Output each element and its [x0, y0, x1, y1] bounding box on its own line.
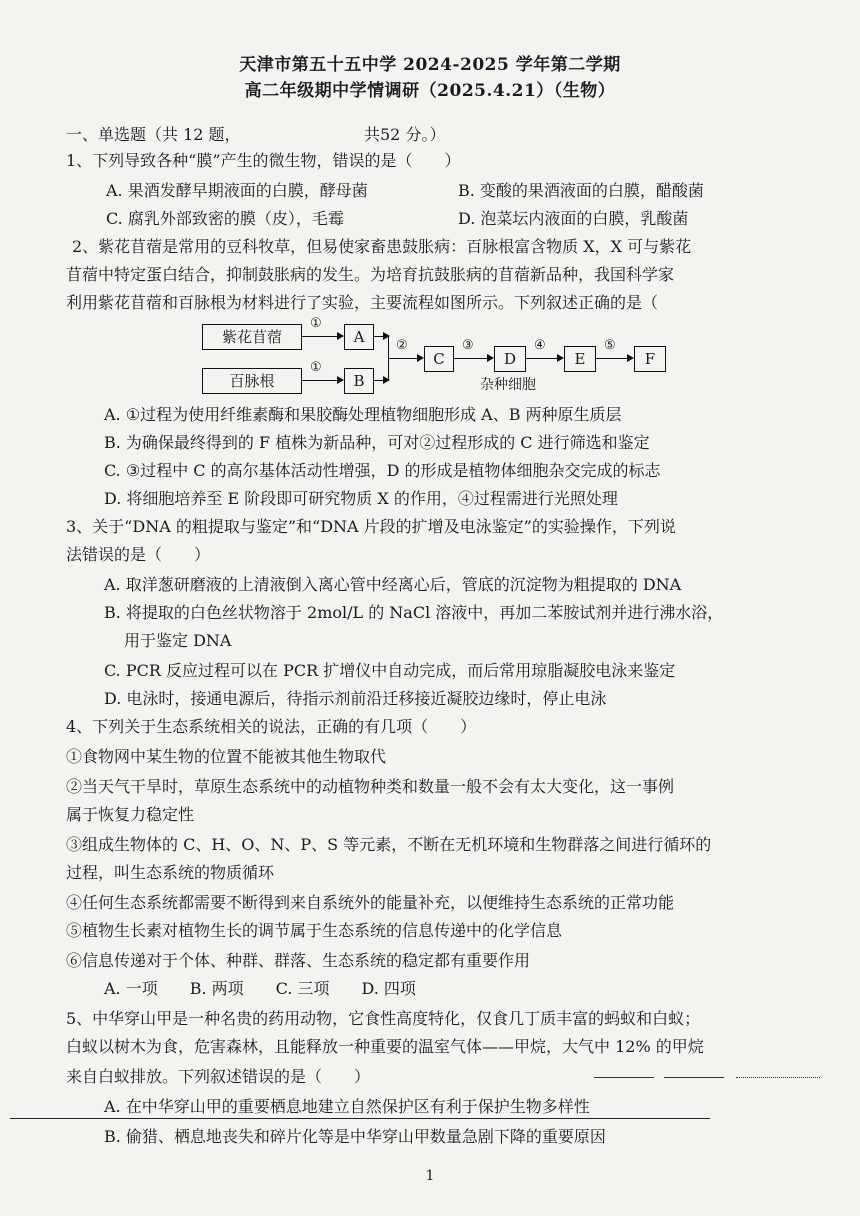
q1-option-a: A. 果酒发酵早期液面的白膜，酵母菌 — [106, 181, 368, 200]
q5-stem-line2: 白蚁以树木为食，危害森林，且能释放一种重要的温室气体——甲烷，大气中 12% 的甲烷 — [66, 1037, 704, 1056]
step1-label-top: ① — [310, 316, 322, 331]
q2-stem-line3: 利用紫花苜蓿和百脉根为材料进行了实验，主要流程如图所示。下列叙述正确的是（ — [66, 293, 659, 312]
box-b: B — [344, 368, 374, 394]
flow-diagram — [196, 318, 696, 400]
arrow-3 — [454, 358, 492, 359]
q3-option-c: C. PCR 反应过程可以在 PCR 扩增仪中自动完成，而后常用琼脂凝胶电泳来鉴定 — [104, 661, 676, 680]
box-d: D — [494, 346, 526, 372]
q3-option-d: D. 电泳时，接通电源后，待指示剂前沿迁移接近凝胶边缘时，停止电泳 — [104, 689, 607, 708]
arrow-2 — [388, 358, 422, 359]
q5-stem-line1: 5、中华穿山甲是一种名贵的药用动物，它食性高度特化，仅食几丁质丰富的蚂蚁和白蚁； — [66, 1009, 701, 1028]
q3-stem-line2: 法错误的是（ ） — [66, 545, 211, 564]
q4-item-3-line1: ③组成生物体的 C、H、O、N、P、S 等元素，不断在无机环境和生物群落之间进行循环的 — [66, 835, 712, 854]
box-e: E — [564, 346, 596, 372]
q3-option-b-line1: B. 将提取的白色丝状物溶于 2mol/L 的 NaCl 溶液中，再加二苯胺试剂并进行沸水浴， — [104, 603, 724, 622]
q4-item-3-line2: 过程，叫生态系统的物质循环 — [66, 863, 275, 882]
step1-label-bottom: ① — [310, 360, 322, 375]
q2-option-c: C. ③过程中 C 的高尔基体活动性增强，D 的形成是植物体细胞杂交完成的标志 — [104, 461, 661, 480]
q4-stem: 4、下列关于生态系统相关的说法，正确的有几项（ ） — [66, 717, 477, 736]
step2-label: ② — [396, 338, 408, 353]
q4-item-6: ⑥信息传递对于个体、种群、群落、生态系统的稳定都有重要作用 — [66, 951, 531, 970]
section-score: 共52 分。） — [364, 125, 446, 144]
exam-title: 天津市第五十五中学 2024-2025 学年第二学期 — [239, 55, 621, 75]
q5-option-a: A. 在中华穿山甲的重要栖息地建立自然保护区有利于保护生物多样性 — [104, 1097, 590, 1116]
q1-option-d: D. 泡菜坛内液面的白膜，乳酸菌 — [458, 209, 689, 228]
q2-option-d: D. 将细胞培养至 E 阶段即可研究物质 X 的作用，④过程需进行光照处理 — [104, 489, 618, 508]
q2-stem-line2: 苜蓿中特定蛋白结合，抑制鼓胀病的发生。为培育抗鼓胀病的苜蓿新品种，我国科学家 — [66, 265, 675, 284]
section-heading: 一、单选题（共 12 题， — [66, 125, 241, 144]
arrow-4 — [526, 358, 562, 359]
q4-item-2-line2: 属于恢复力稳定性 — [66, 805, 195, 824]
q5-option-b: B. 偷猎、栖息地丧失和碎片化等是中华穿山甲数量急剧下降的重要原因 — [104, 1127, 606, 1146]
pen-underline — [10, 1118, 710, 1119]
box-lotus: 百脉根 — [202, 368, 302, 394]
hybrid-cell-label: 杂种细胞 — [480, 377, 536, 393]
q1-option-c: C. 腐乳外部致密的膜（皮），毛霉 — [106, 209, 344, 228]
arrow-1a — [302, 336, 342, 337]
join-top — [374, 336, 388, 337]
pen-mark-2 — [664, 1077, 724, 1078]
join-bottom — [374, 380, 388, 381]
q4-item-1: ①食物网中某生物的位置不能被其他生物取代 — [66, 747, 387, 766]
q3-option-b-line2: 用于鉴定 DNA — [124, 631, 232, 650]
box-f: F — [634, 346, 666, 372]
q3-stem-line1: 3、关于“DNA 的粗提取与鉴定”和“DNA 片段的扩增及电泳鉴定”的实验操作，下列说 — [66, 517, 676, 536]
pen-mark-3 — [736, 1077, 820, 1078]
arrow-5 — [596, 358, 632, 359]
q1-stem: 1、下列导致各种“膜”产生的微生物，错误的是（ ） — [66, 151, 461, 170]
q5-stem-line3: 来自白蚁排放。下列叙述错误的是（ ） — [66, 1067, 371, 1086]
q4-item-5: ⑤植物生长素对植物生长的调节属于生态系统的信息传递中的化学信息 — [66, 921, 563, 940]
q4-item-2-line1: ②当天气干旱时，草原生态系统中的动植物种类和数量一般不会有太大变化，这一事例 — [66, 777, 675, 796]
box-alfalfa: 紫花苜蓿 — [202, 324, 302, 350]
box-a: A — [344, 324, 374, 350]
q2-option-a: A. ①过程为使用纤维素酶和果胶酶处理植物细胞形成 A、B 两种原生质层 — [104, 405, 622, 424]
q3-option-a: A. 取洋葱研磨液的上清液倒入离心管中经离心后，管底的沉淀物为粗提取的 DNA — [104, 575, 682, 594]
q2-option-b: B. 为确保最终得到的 F 植株为新品种，可对②过程形成的 C 进行筛选和鉴定 — [104, 433, 650, 452]
pen-mark-1 — [594, 1077, 654, 1078]
step4-label: ④ — [534, 338, 546, 353]
q1-option-b: B. 变酸的果酒液面的白膜，醋酸菌 — [458, 181, 704, 200]
q2-stem-line1: 2、紫花苜蓿是常用的豆科牧草，但易使家畜患鼓胀病：百脉根富含物质 X，X 可与紫花 — [72, 237, 692, 256]
box-c: C — [424, 346, 454, 372]
step3-label: ③ — [462, 338, 474, 353]
exam-subtitle: 高二年级期中学情调研（2025.4.21）（生物） — [244, 81, 616, 101]
step5-label: ⑤ — [604, 338, 616, 353]
arrow-1b — [302, 380, 342, 381]
q4-item-4: ④任何生态系统都需要不断得到来自系统外的能量补充，以便维持生态系统的正常功能 — [66, 893, 675, 912]
page-number: 1 — [425, 1168, 435, 1184]
q4-options: A. 一项 B. 两项 C. 三项 D. 四项 — [104, 979, 416, 998]
